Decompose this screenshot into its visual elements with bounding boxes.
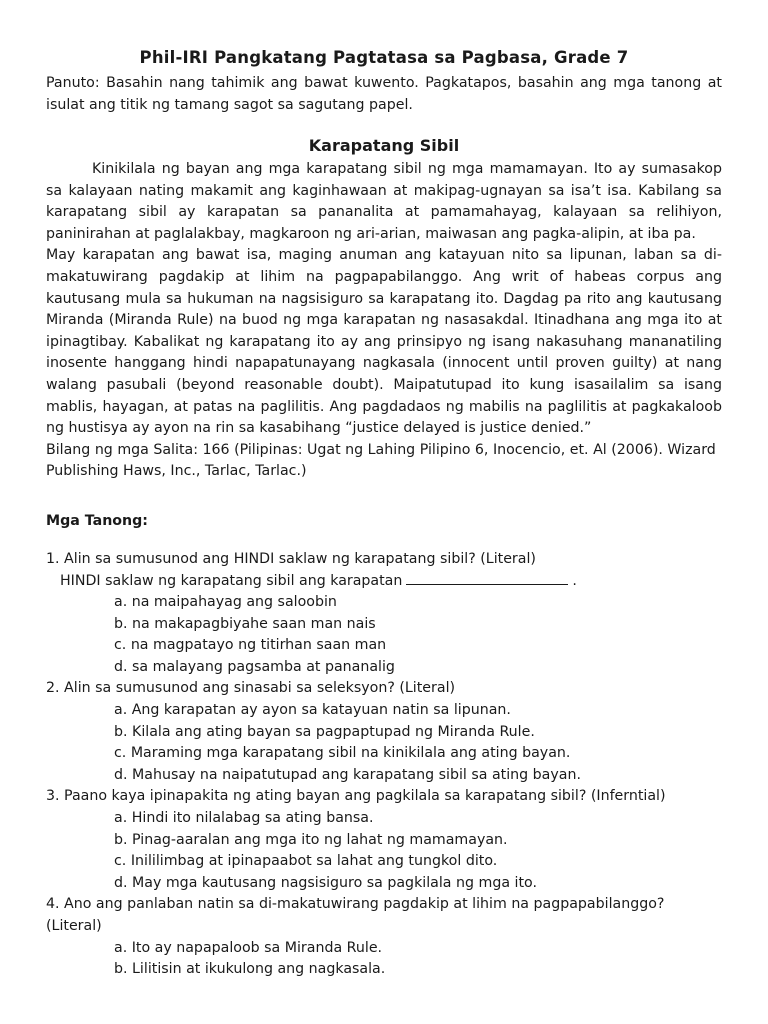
instructions bbox=[46, 73, 722, 116]
options-list bbox=[46, 938, 722, 981]
option-a: a. Hindi ito nilalabag sa ating bansa. bbox=[114, 810, 374, 827]
question-stem-end: . bbox=[572, 572, 577, 589]
instructions-label: Panuto: bbox=[46, 75, 100, 91]
options-list bbox=[46, 592, 722, 678]
option-b: b. Kilala ang ating bayan sa pagpaptupad ng Miranda Rule. bbox=[114, 723, 535, 740]
option-a: a. na maipahayag ang saloobin bbox=[114, 594, 337, 611]
option-d: d. sa malayang pagsamba at pananalig bbox=[114, 658, 395, 675]
word-count-citation: Bilang ng mga Salita: 166 (Pilipinas: Ugat ng Lahing Pilipino 6, Inocencio, et. Al (2006). Wizard Publishing Haws, Inc., Tarlac, Tarlac.) bbox=[46, 441, 716, 480]
option-b: b. Pinag-aaralan ang mga ito ng lahat ng mamamayan. bbox=[114, 831, 508, 848]
question-2 bbox=[46, 678, 722, 786]
question-text: 4. Ano ang panlaban natin sa di-makatuwirang pagdakip at lihim na pagpapabilanggo? (Literal) bbox=[46, 896, 665, 934]
option-a: a. Ito ay napapaloob sa Miranda Rule. bbox=[114, 939, 383, 956]
question-3 bbox=[46, 786, 722, 894]
answer-blank bbox=[406, 572, 568, 585]
option-d: d. Mahusay na naipatutupad ang karapatang sibil sa ating bayan. bbox=[114, 766, 581, 783]
questions-heading: Mga Tanong: bbox=[46, 512, 148, 529]
question-1 bbox=[46, 549, 722, 679]
options-list bbox=[46, 700, 722, 786]
question-4 bbox=[46, 894, 722, 980]
question-stem bbox=[46, 571, 722, 593]
option-c: c. na magpatayo ng titirhan saan man bbox=[114, 637, 387, 654]
instructions-text: Basahin nang tahimik ang bawat kuwento. Pagkatapos, basahin ang mga tanong at isulat ang titik ng tamang sagot sa sagutang papel. bbox=[46, 75, 722, 113]
story-title: Karapatang Sibil bbox=[308, 136, 460, 155]
options-list bbox=[46, 808, 722, 894]
question-text: 1. Alin sa sumusunod ang HINDI saklaw ng karapatang sibil? (Literal) bbox=[46, 550, 536, 567]
option-c: c. Inililimbag at ipinapaabot sa lahat ang tungkol dito. bbox=[114, 853, 498, 870]
question-stem-text: HINDI saklaw ng karapatang sibil ang karapatan bbox=[60, 572, 403, 589]
document-title: Phil-IRI Pangkatang Pagtatasa sa Pagbasa, Grade 7 bbox=[139, 48, 629, 67]
question-text: 2. Alin sa sumusunod ang sinasabi sa seleksyon? (Literal) bbox=[46, 680, 456, 697]
option-a: a. Ang karapatan ay ayon sa katayuan natin sa lipunan. bbox=[114, 702, 511, 719]
story-paragraph-2: May karapatan ang bawat isa, maging anuman ang katayuan nito sa lipunan, laban sa di-makatuwirang pagdakip at lihim na pagpapabilanggo. Ang writ of habeas corpus ang kautusang mula sa hukuman na nagsisiguro sa karapatang ito. Dagdag pa rito ang kautusang Miranda (Miranda Rule) na buod ng mga karapatan ng nasasakdal. Itinadhana ang mga ito at ipinagtibay. Kabalikat ng karapatang ito ay ang prinsipyo ng isang nakasuhang mananatiling inosente hanggang hindi napapatunayang nagkasala (innocent until proven guilty) at nang walang pasubali (beyond reasonable doubt). Maipatutupad ito kung isasailalim sa isang mablis, hayagan, at patas na paglilitis. Ang pagdadaos ng mabilis na paglilitis at pagkakaloob ng hustisya ay ayon na rin sa kasabihang “justice delayed is justice denied.” bbox=[46, 247, 722, 437]
question-text: 3. Paano kaya ipinapakita ng ating bayan ang pagkilala sa karapatang sibil? (Inferntial) bbox=[46, 788, 666, 805]
option-b: b. Lilitisin at ikukulong ang nagkasala. bbox=[114, 961, 386, 978]
story-paragraph-1: Kinikilala ng bayan ang mga karapatang sibil ng mga mamamayan. Ito ay sumasakop sa kalayaan nating makamit ang kaginhawaan at makipag-ugnayan sa isa’t isa. Kabilang sa karapatang sibil ay karapatan sa pananalita at pamamahayag, kalayaan sa relihiyon, paninirahan at paglalakbay, magkaroon ng ari-arian, maiwasan ang pagka-alipin, at iba pa. bbox=[46, 161, 722, 242]
option-d: d. May mga kautusang nagsisiguro sa pagkilala ng mga ito. bbox=[114, 874, 537, 891]
option-c: c. Maraming mga karapatang sibil na kinikilala ang ating bayan. bbox=[114, 745, 571, 762]
option-b: b. na makapagbiyahe saan man nais bbox=[114, 615, 376, 632]
